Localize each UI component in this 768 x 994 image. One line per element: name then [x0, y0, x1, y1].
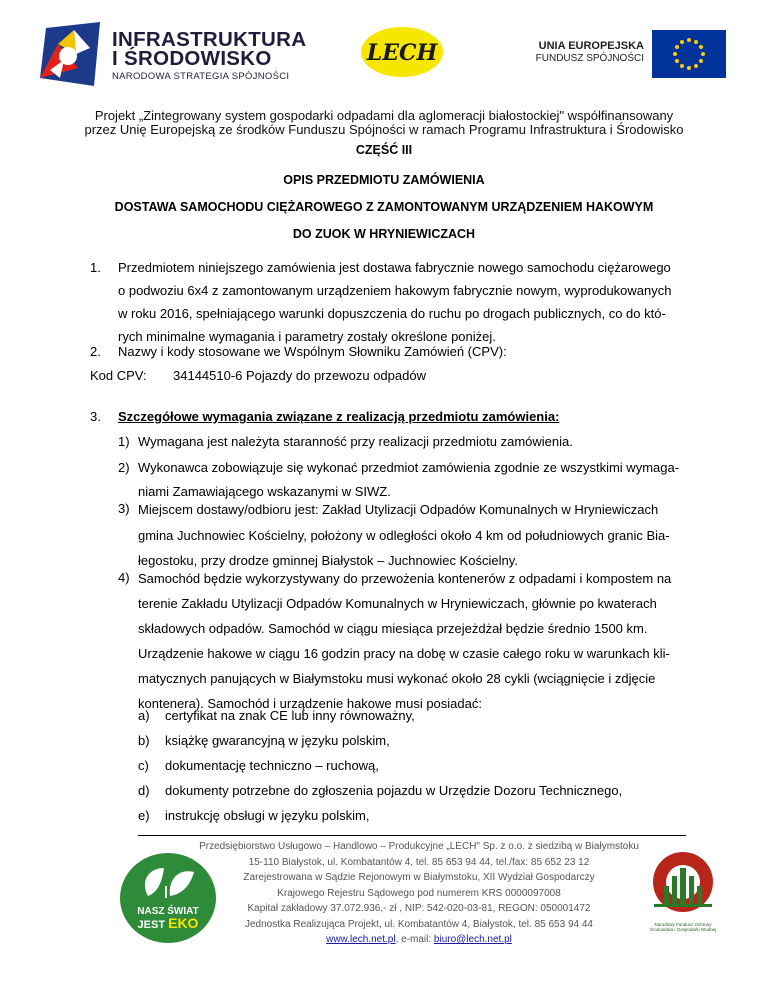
footer-line: Krajowego Rejestru Sądowego pod numerem KRS 0000097008 — [277, 887, 561, 899]
item-line: niami Zamawiającego wskazanymi w SIWZ. — [138, 484, 391, 499]
cpv-value: 34144510-6 Pojazdy do przewozu odpadów — [173, 368, 426, 383]
item-line: Samochód będzie wykorzystywany do przewożenia kontenerów z odpadami i kompostem na — [138, 571, 672, 586]
footer-line: Zarejestrowana w Sądzie Rejonowym w Białymstoku, XII Wydział Gospodarczy — [243, 872, 595, 883]
item-number: 4) — [118, 570, 130, 585]
item-line: Miejscem dostawy/odbioru jest: Zakład Utylizacji Odpadów Komunalnych w Hryniewiczach — [138, 502, 659, 517]
item-number: 1) — [118, 434, 130, 449]
item-text — [138, 497, 728, 574]
nfosigw-caption: Narodowy Fundusz Ochrony Środowiska i Gospodarki Wodnej — [649, 922, 717, 932]
letter-text: instrukcję obsługi w języku polskim, — [165, 808, 370, 823]
item-line: Wykonawca zobowiązuje się wykonać przedmiot zamówienia zgodnie ze wszystkimi wymaga- — [138, 460, 680, 475]
letter-number: d) — [138, 783, 150, 798]
subtitle-line1: DOSTAWA SAMOCHODU CIĘŻAROWEGO Z ZAMONTOWANYM URZĄDZENIEM HAKOWYM — [114, 200, 654, 214]
item-line: łegostoku, przy drodze gminnej Białystok – Juchnowiec Kościelny. — [138, 553, 518, 568]
is-logo-line3: NARODOWA STRATEGIA SPÓJNOŚCI — [112, 71, 290, 82]
eko-line2b: EKO — [168, 915, 199, 931]
section-2-text: Nazwy i kody stosowane we Wspólnym Słowniku Zamówień (CPV): — [118, 344, 507, 359]
item-text — [138, 566, 728, 716]
section-1-number: 1. — [90, 260, 101, 275]
letter-text: dokumentację techniczno – ruchową, — [165, 758, 379, 773]
cpv-label: Kod CPV: — [90, 368, 147, 383]
website-link[interactable]: www.lech.net.pl — [326, 934, 396, 945]
eu-line1: UNIA EUROPEJSKA — [538, 40, 644, 52]
footer-line: Przedsiębiorstwo Usługowo – Handlowo – Produkcyjne „LECH" Sp. z o.o. z siedzibą w Białymstoku — [199, 841, 639, 852]
footer-line: Jednostka Realizująca Projekt, ul. Kombatantów 4, Białystok, tel. 85 653 94 44 — [245, 918, 593, 930]
section-2-number: 2. — [90, 344, 101, 359]
section-1-line: rych minimalne wymagania i parametry zostały określone poniżej. — [118, 329, 496, 344]
item-text — [138, 430, 728, 453]
section-1-line: Przedmiotem niniejszego zamówienia jest dostawa fabrycznie nowego samochodu ciężarowego — [118, 260, 671, 275]
is-logo-line2: I ŚRODOWISKO — [112, 47, 272, 70]
item-line: Wymagana jest należyta staranność przy realizacji przedmiotu zamówienia. — [138, 434, 573, 449]
letter-text: certyfikat na znak CE lub inny równoważny, — [165, 708, 415, 723]
letter-text: dokumenty potrzebne do zgłoszenia pojazdu w Urzędzie Dozoru Technicznego, — [165, 783, 623, 798]
footer-line: Kapitał zakładowy 37.072.936,- zł , NIP: 542-020-03-81, REGON: 050001472 — [247, 903, 591, 914]
item-line: matycznych panujących w Białymstoku musi wykonać około 28 cykli (wciągnięcie i zdjęcie — [138, 671, 656, 686]
item-number: 2) — [118, 460, 130, 475]
eko-line2a: JEST — [137, 919, 169, 931]
eu-flag-icon — [652, 30, 726, 78]
item-line: gmina Juchnowiec Kościelny, położony w odległości około 4 km od południowych granic Bia- — [138, 527, 670, 543]
section-1-text — [118, 256, 728, 348]
letter-number: b) — [138, 733, 150, 748]
letter-number: a) — [138, 708, 150, 723]
part-title: CZĘŚĆ III — [355, 143, 413, 157]
section-3-number: 3. — [90, 409, 101, 424]
item-number: 3) — [118, 501, 130, 516]
nasz-swiat-eko-logo — [118, 852, 218, 944]
item-line: kontenera). Samochód i urządzenie hakowe musi posiadać: — [138, 696, 482, 711]
project-line1: Projekt „Zintegrowany system gospodarki odpadami dla aglomeracji białostockiej" współfinansowany — [94, 108, 674, 123]
section-3-heading: Szczegółowe wymagania związane z realizacją przedmiotu zamówienia: — [118, 409, 560, 424]
footer-divider — [138, 835, 686, 836]
infrastruktura-logo-icon — [38, 20, 108, 92]
subtitle-line2: DO ZUOK W HRYNIEWICZACH — [292, 227, 476, 241]
footer-contact-line — [188, 932, 650, 948]
main-title: OPIS PRZEDMIOTU ZAMÓWIENIA — [283, 173, 485, 187]
eu-line2: FUNDUSZ SPÓJNOŚCI — [535, 53, 644, 64]
footer-company-info — [188, 839, 650, 948]
infrastruktura-logo-text — [112, 30, 306, 82]
section-1-line: w roku 2016, spełniającego warunki dopuszczenia do ruchu po drogach publicznych, co do któ- — [118, 306, 666, 321]
email-prefix: , e-mail: — [395, 934, 434, 945]
project-description — [0, 109, 768, 137]
letter-text: książkę gwarancyjną w języku polskim, — [165, 733, 390, 748]
item-line: składowych odpadów. Samochód w ciągu miesiąca przejeżdżał będzie średnio 1500 km. — [138, 621, 648, 636]
footer-line: 15-110 Białystok, ul. Kombatantów 4, tel. 85 653 94 44, tel./fax: 85 652 23 12 — [248, 856, 590, 868]
section-1-line: o podwoziu 6x4 z zamontowanym urządzeniem hakowym fabrycznie nowym, wyprodukowanych — [118, 283, 672, 298]
email-link[interactable]: biuro@lech.net.pl — [433, 934, 512, 945]
item-line: Urządzenie hakowe w ciągu 16 godzin pracy na dobę w czasie całego roku w warunkach kli- — [138, 646, 670, 661]
lech-logo-text: LECH — [366, 40, 438, 66]
eko-line1: NASZ ŚWIAT — [137, 906, 199, 917]
lech-logo — [360, 26, 444, 78]
header — [0, 0, 768, 100]
letter-number: e) — [138, 808, 150, 823]
item-line: terenie Zakładu Utylizacji Odpadów Komunalnych w Hryniewiczach, głównie po kwaterach — [138, 596, 657, 611]
is-logo-line1: INFRASTRUKTURA — [112, 28, 307, 51]
letter-number: c) — [138, 758, 149, 773]
project-line2: przez Unię Europejską ze środków Funduszu Spójności w ramach Programu Infrastruktura i Środowisko — [84, 122, 684, 137]
eu-logo-text — [528, 40, 644, 64]
